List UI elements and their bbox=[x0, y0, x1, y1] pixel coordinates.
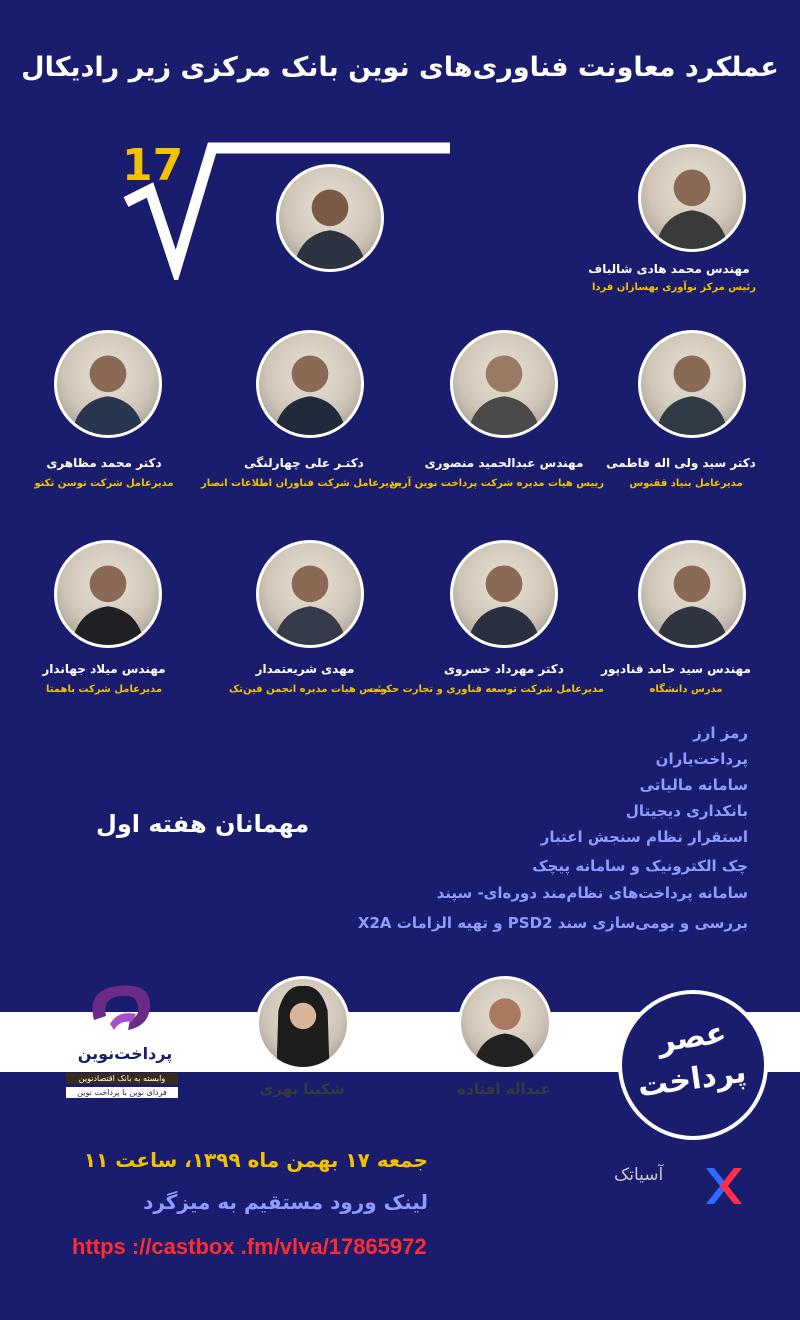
topic-item: بررسی و بومی‌سازی سند PSD2 و تهیه الزامات X2A bbox=[357, 914, 748, 932]
show-logo-line-1: عصر bbox=[655, 1015, 729, 1060]
row1-name-3: دکتـر علی چهارلنگی bbox=[244, 456, 364, 470]
row2-name-2: دکتر مهرداد خسروی bbox=[444, 662, 564, 676]
pardakht-novin-logo-icon bbox=[76, 980, 166, 1038]
topic-item: پرداخت‌یاران bbox=[655, 750, 748, 768]
row1-portrait-4 bbox=[54, 330, 162, 438]
row1-name-2: مهندس عبدالحمید منصوری bbox=[424, 456, 584, 470]
row2-name-3: مهدی شریعتمدار bbox=[255, 662, 355, 676]
row2-portrait-3 bbox=[256, 540, 364, 648]
row2-role-1: مدرس دانشگاه bbox=[649, 684, 723, 695]
page-title: عملکرد معاونت فناوری‌های نوین بانک مرکزی زیر رادیکال bbox=[21, 52, 779, 83]
row1-role-1: مدیرعامل بنیاد ققنوس bbox=[629, 478, 743, 489]
host-portrait-2 bbox=[458, 976, 552, 1070]
sponsor-name: آسیاتک bbox=[614, 1165, 664, 1185]
asiatech-x-icon bbox=[700, 1162, 748, 1210]
guests-heading: مهمانان هفته اول bbox=[96, 810, 310, 838]
row2-portrait-4 bbox=[54, 540, 162, 648]
row1-portrait-2 bbox=[450, 330, 558, 438]
center-portrait bbox=[276, 164, 384, 272]
row2-name-1: مهندس سید حامد قنادپور bbox=[601, 662, 751, 676]
show-logo-line-2: پرداخت bbox=[635, 1054, 749, 1105]
row1-role-4: مدیرعامل شرکت توسن تکنو bbox=[34, 478, 174, 489]
host-portrait-1 bbox=[256, 976, 350, 1070]
row1-name-4: دکتر محمد مظاهری bbox=[46, 456, 162, 470]
topic-item: رمز ارز bbox=[693, 724, 748, 742]
row2-role-4: مدیرعامل شرکت باهمتا bbox=[45, 684, 163, 695]
row1-role-2: رییس هیات مدیره شرکت پرداخت نوین آرین bbox=[389, 478, 604, 489]
row1-name-1: دکتر سید ولی اله فاطمی bbox=[606, 456, 756, 470]
topic-item: سامانه مالیاتی bbox=[639, 776, 748, 794]
link-label: لینک ورود مستقیم به میزگرد bbox=[143, 1190, 428, 1214]
topic-item: سامانه پرداخت‌های نظام‌مند دوره‌ای- سپند bbox=[436, 884, 748, 902]
row1-role-3: مدیرعامل شرکت فناوران اطلاعات انصار bbox=[201, 478, 401, 489]
row2-portrait-2 bbox=[450, 540, 558, 648]
event-link[interactable]: https ://castbox .fm/vlva/17865972 bbox=[72, 1234, 427, 1259]
host-name-2: عبداله افتاده bbox=[457, 1080, 551, 1098]
row1-portrait-1 bbox=[638, 330, 746, 438]
event-date: جمعه ۱۷ بهمن ماه ۱۳۹۹، ساعت ۱۱ bbox=[83, 1148, 428, 1172]
row2-name-4: مهندس میلاد جهاندار bbox=[42, 662, 166, 676]
topic-item: بانکداری دیجیتال bbox=[625, 802, 748, 820]
partner-tagline-1: وابسته به بانک اقتصادنوین bbox=[66, 1073, 178, 1084]
partner-name: پرداخت‌نوین bbox=[77, 1044, 173, 1063]
radical-number: 17 bbox=[122, 140, 184, 191]
featured-role: رئیس مرکز نوآوری بهسازان فردا bbox=[591, 282, 757, 293]
topic-item: چک الکترونیک و سامانه پیچک bbox=[532, 857, 748, 875]
featured-portrait bbox=[638, 144, 746, 252]
row2-portrait-1 bbox=[638, 540, 746, 648]
topic-item: استقرار نظام سنجش اعتبار bbox=[540, 828, 748, 846]
row2-role-2: مدیرعامل شرکت توسعه فناوری و تجارت حکمت bbox=[368, 684, 604, 695]
partner-tagline-2: فردای نوین با پرداخت نوین bbox=[66, 1087, 178, 1098]
featured-name: مهندس محمد هادی شالباف bbox=[588, 262, 750, 276]
row2-role-3: رئیس هیات مدیره انجمن فین‌تک bbox=[228, 684, 388, 695]
row1-portrait-3 bbox=[256, 330, 364, 438]
host-name-1: شکیبا بهری bbox=[259, 1080, 345, 1098]
